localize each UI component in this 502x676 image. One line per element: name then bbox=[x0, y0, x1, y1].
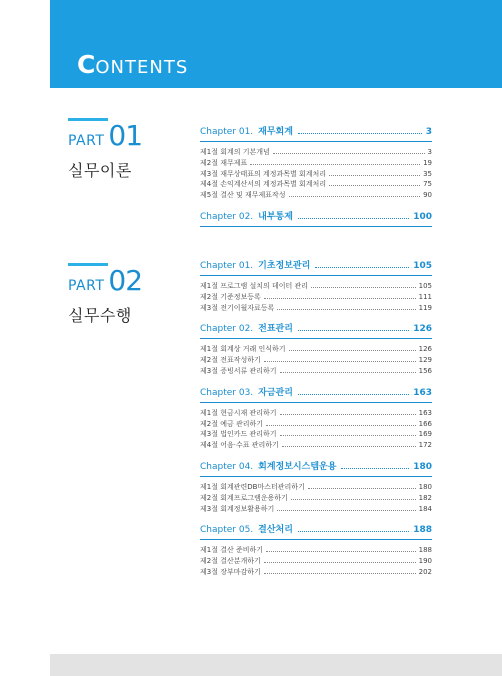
toc-item bbox=[200, 292, 432, 303]
part-accent-line bbox=[68, 118, 108, 121]
item-label: 제1절 회계관련DB마스터관리하기 bbox=[200, 482, 305, 491]
item-page: 111 bbox=[418, 292, 432, 301]
item-label: 제1절 현금시재 관리하기 bbox=[200, 408, 277, 417]
title-rest: ONTENTS bbox=[95, 57, 189, 78]
dot-leader bbox=[291, 499, 416, 500]
dot-leader bbox=[329, 185, 420, 186]
item-label: 제1절 회계의 기본개념 bbox=[200, 148, 270, 156]
item-label: 제2절 전표작성하기 bbox=[200, 356, 261, 365]
item-label: 제3절 재무상태표의 계정과목별 회계처리 bbox=[200, 169, 327, 178]
item-page: 90 bbox=[423, 191, 432, 200]
chapter-spacer bbox=[200, 313, 432, 323]
chapter-name: 재무회계 bbox=[258, 127, 293, 137]
dot-leader bbox=[273, 153, 425, 154]
item-label: 제4절 어음·수표 관리하기 bbox=[200, 441, 279, 450]
dot-leader bbox=[280, 372, 416, 373]
chapter-name: 내부통제 bbox=[258, 211, 293, 222]
dot-leader bbox=[298, 394, 409, 395]
dot-leader bbox=[264, 573, 416, 574]
item-page: 119 bbox=[418, 303, 432, 312]
dot-leader bbox=[277, 309, 415, 310]
toc-item bbox=[200, 440, 432, 451]
item-page: 3 bbox=[427, 148, 432, 156]
dot-leader bbox=[298, 330, 409, 331]
chapter-page: 3 bbox=[425, 127, 432, 137]
chapter-spacer bbox=[200, 201, 432, 211]
item-label: 제4절 손익계산서의 계정과목별 회계처리 bbox=[200, 180, 327, 189]
chapter-underline bbox=[200, 338, 432, 339]
chapter-number: Chapter 02. bbox=[200, 211, 254, 222]
chapter-name: 결산처리 bbox=[258, 525, 293, 536]
chapter-underline bbox=[200, 476, 432, 477]
chapter-heading bbox=[200, 387, 432, 400]
toc-item bbox=[200, 179, 432, 190]
item-page: 169 bbox=[418, 430, 432, 439]
chapter-number: Chapter 04. bbox=[200, 461, 254, 472]
item-page: 19 bbox=[423, 158, 432, 167]
header-banner bbox=[50, 0, 502, 88]
toc-item bbox=[200, 355, 432, 366]
item-page: 172 bbox=[418, 441, 432, 450]
footer-bar bbox=[50, 654, 502, 676]
item-label: 제3절 증빙서류 관리하기 bbox=[200, 366, 277, 375]
chapter-spacer bbox=[200, 377, 432, 387]
part-01-heading bbox=[68, 118, 143, 181]
page-title bbox=[77, 52, 188, 77]
chapter-number: Chapter 03. bbox=[200, 387, 254, 398]
dot-leader bbox=[280, 435, 416, 436]
item-label: 제2절 재무제표 bbox=[200, 158, 248, 167]
item-page: 105 bbox=[418, 282, 432, 290]
chapter-underline bbox=[200, 275, 432, 276]
toc-item bbox=[200, 545, 432, 556]
chapter-heading bbox=[200, 524, 432, 537]
chapter-page: 126 bbox=[413, 324, 432, 335]
toc-item bbox=[200, 158, 432, 169]
item-label: 제1절 프로그램 설치의 데이터 관리 bbox=[200, 282, 309, 290]
item-page: 129 bbox=[418, 356, 432, 365]
chapter-heading bbox=[200, 323, 432, 336]
toc-part-01 bbox=[200, 126, 432, 232]
dot-leader bbox=[341, 468, 409, 469]
part-02-heading bbox=[68, 263, 143, 326]
chapter-heading bbox=[200, 211, 432, 224]
chapter-underline bbox=[200, 141, 432, 142]
item-label: 제3절 회계정보활용하기 bbox=[200, 504, 275, 513]
dot-leader bbox=[264, 361, 416, 362]
chapter-heading bbox=[200, 461, 432, 474]
toc-item bbox=[200, 504, 432, 515]
part-accent-line bbox=[68, 263, 108, 266]
chapter-number: Chapter 01. bbox=[200, 127, 254, 137]
dot-leader bbox=[308, 488, 416, 489]
dot-leader bbox=[280, 414, 416, 415]
toc-item bbox=[200, 190, 432, 201]
toc-item bbox=[200, 567, 432, 578]
chapter-name: 회계정보시스템운용 bbox=[258, 461, 337, 472]
item-label: 제2절 결산분개하기 bbox=[200, 557, 261, 566]
chapter-underline bbox=[200, 402, 432, 403]
chapter-underline bbox=[200, 226, 432, 227]
item-page: 202 bbox=[418, 567, 432, 576]
dot-leader bbox=[311, 287, 416, 288]
item-page: 180 bbox=[418, 482, 432, 491]
toc-item bbox=[200, 366, 432, 377]
dot-leader bbox=[298, 531, 409, 532]
part-number: 02 bbox=[108, 264, 143, 297]
toc-item bbox=[200, 303, 432, 314]
item-label: 제3절 법인카드 관리하기 bbox=[200, 430, 277, 439]
toc-item bbox=[200, 408, 432, 419]
item-label: 제3절 장부마감하기 bbox=[200, 567, 261, 576]
item-label: 제1절 회계상 거래 인식하기 bbox=[200, 345, 286, 354]
toc-item bbox=[200, 281, 432, 292]
chapter-page: 105 bbox=[413, 261, 432, 271]
chapter-page: 188 bbox=[413, 525, 432, 536]
chapter-number: Chapter 01. bbox=[200, 261, 254, 271]
item-label: 제3절 전기이월자료등록 bbox=[200, 303, 275, 312]
dot-leader bbox=[329, 175, 420, 176]
item-page: 188 bbox=[418, 546, 432, 555]
toc-part-02 bbox=[200, 260, 432, 578]
toc-item bbox=[200, 147, 432, 158]
dot-leader bbox=[264, 562, 416, 563]
chapter-name: 기초정보관리 bbox=[258, 261, 311, 271]
toc-item bbox=[200, 556, 432, 567]
toc-item bbox=[200, 493, 432, 504]
chapter-page: 163 bbox=[413, 387, 432, 398]
dot-leader bbox=[250, 164, 420, 165]
toc-item bbox=[200, 344, 432, 355]
chapter-page: 100 bbox=[413, 211, 432, 222]
part-label bbox=[68, 263, 143, 297]
item-page: 190 bbox=[418, 557, 432, 566]
title-initial: C bbox=[77, 50, 96, 79]
part-word: PART bbox=[68, 278, 105, 294]
chapter-heading bbox=[200, 260, 432, 273]
part-number: 01 bbox=[108, 119, 143, 152]
item-page: 166 bbox=[418, 419, 432, 428]
item-page: 126 bbox=[418, 345, 432, 354]
item-page: 184 bbox=[418, 504, 432, 513]
chapter-heading bbox=[200, 126, 432, 139]
dot-leader bbox=[289, 196, 421, 197]
item-label: 제2절 회계프로그램운용하기 bbox=[200, 493, 288, 502]
toc-item bbox=[200, 169, 432, 180]
chapter-spacer bbox=[200, 514, 432, 524]
dot-leader bbox=[315, 267, 409, 268]
toc-item bbox=[200, 419, 432, 430]
dot-leader bbox=[282, 446, 416, 447]
item-page: 156 bbox=[418, 366, 432, 375]
item-label: 제1절 결산 준비하기 bbox=[200, 546, 263, 555]
item-page: 163 bbox=[418, 408, 432, 417]
part-word: PART bbox=[68, 133, 105, 149]
item-label: 제2절 기준정보등록 bbox=[200, 292, 261, 301]
chapter-number: Chapter 05. bbox=[200, 525, 254, 536]
dot-leader bbox=[266, 551, 416, 552]
dot-leader bbox=[289, 350, 416, 351]
dot-leader bbox=[266, 425, 416, 426]
item-page: 35 bbox=[423, 169, 432, 178]
chapter-name: 전표관리 bbox=[258, 324, 293, 335]
dot-leader bbox=[298, 218, 409, 219]
toc-item bbox=[200, 482, 432, 493]
item-label: 제5절 결산 및 재무제표작성 bbox=[200, 191, 286, 200]
chapter-spacer bbox=[200, 451, 432, 461]
chapter-page: 180 bbox=[413, 461, 432, 472]
toc-item bbox=[200, 429, 432, 440]
chapter-underline bbox=[200, 539, 432, 540]
chapter-name: 자금관리 bbox=[258, 387, 293, 398]
part-label bbox=[68, 118, 143, 152]
part-name: 실무수행 bbox=[68, 306, 132, 325]
item-page: 75 bbox=[423, 180, 432, 189]
chapter-number: Chapter 02. bbox=[200, 324, 254, 335]
dot-leader bbox=[298, 133, 422, 134]
item-label: 제2절 예금 관리하기 bbox=[200, 419, 263, 428]
item-page: 182 bbox=[418, 493, 432, 502]
part-name: 실무이론 bbox=[68, 161, 132, 180]
dot-leader bbox=[264, 298, 416, 299]
dot-leader bbox=[277, 510, 415, 511]
